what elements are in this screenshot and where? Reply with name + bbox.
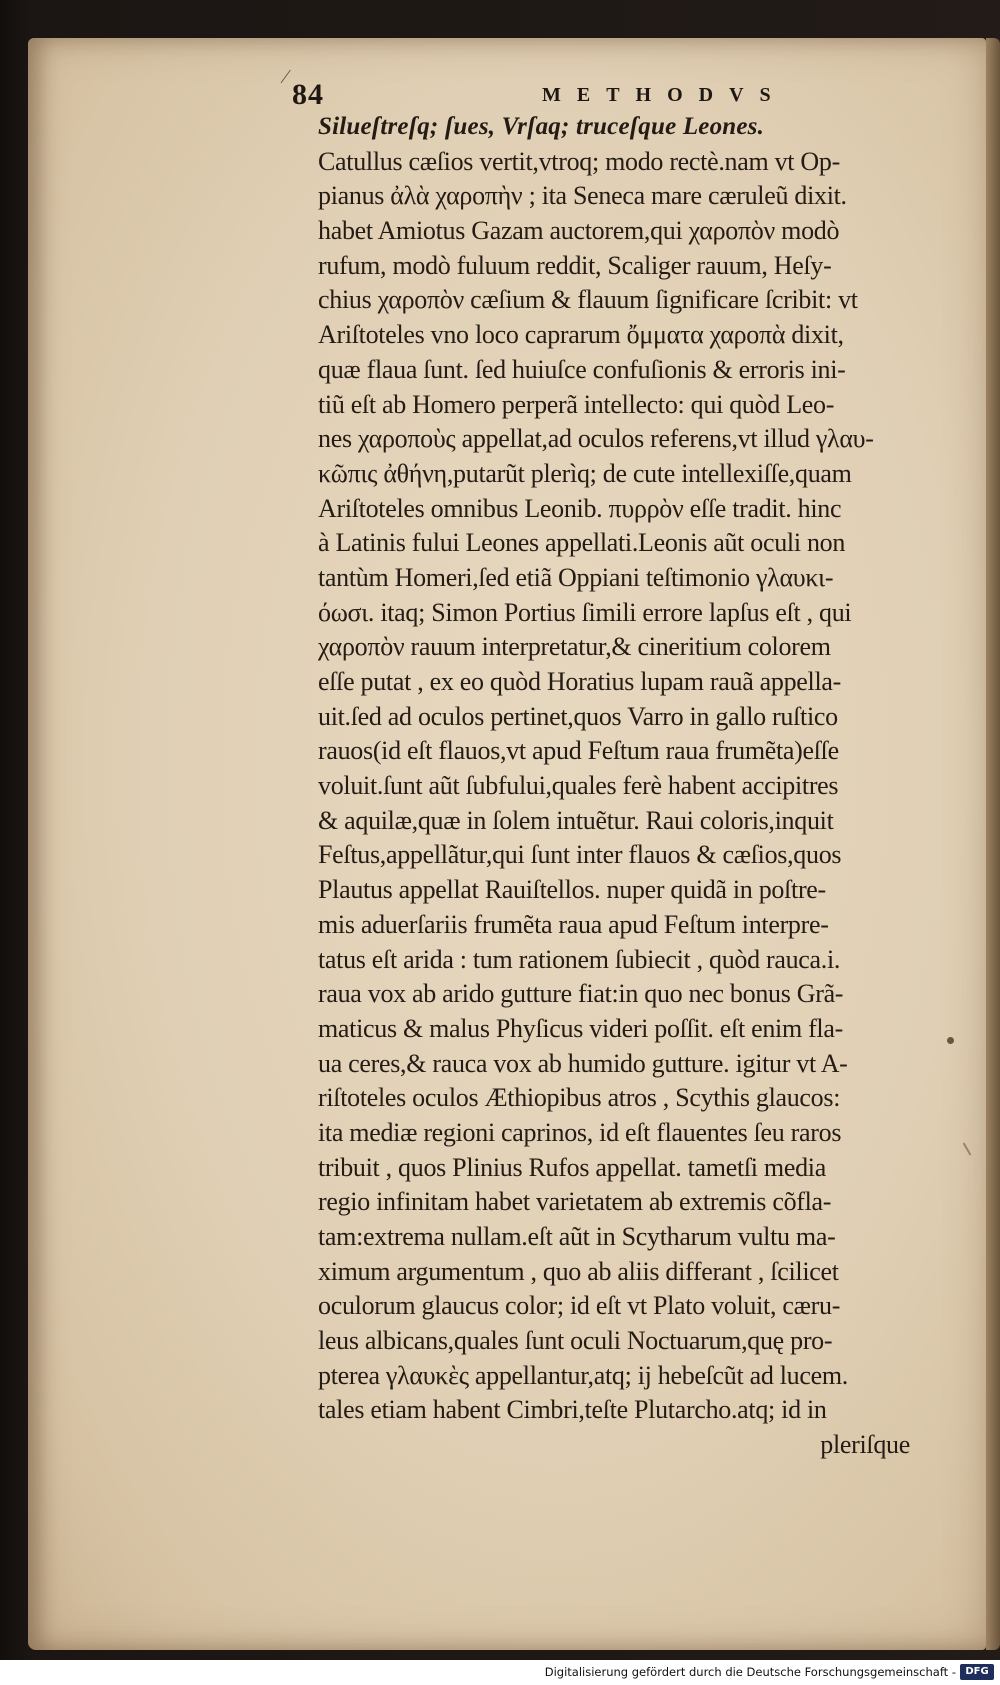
text-line: & aquilæ,quæ in ſolem intuẽtur. Raui coloris,inquit [318,805,834,835]
text-line: tam:extrema nullam.eſt aũt in Scytharum vultu ma- [318,1222,836,1251]
text-line: Silueſtreſq; ſues, Vrſaq; truceſque Leones. [318,113,765,140]
margin-ink-spot [947,1037,954,1044]
text-line: ximum argumentum , quo ab aliis differant , ſcilicet [318,1256,839,1286]
text-line: quæ flaua ſunt. ſed huiuſce confuſionis & erroris ini- [318,354,846,384]
text-line: ita mediæ regioni caprinos, id eſt flauentes ſeu raros [318,1117,842,1147]
text-line: χαροπὸν rauum interpretatur,& cineritium colorem [318,632,831,662]
text-line: nes χαροποὺς appellat,ad oculos referens,vt illud γλαυ- [318,424,874,454]
dfg-logo-icon: DFG [960,1664,994,1680]
text-line: riſtoteles oculos Æthiopibus atros , Scythis glaucos: [318,1083,841,1113]
footer-credit: Digitalisierung gefördert durch die Deutsche Forschungsgemeinschaft - [544,1665,956,1679]
text-line: à Latinis fului Leones appellati.Leonis aũt oculi non [318,528,846,558]
text-line: pianus ἀλὰ χαροπὴν ; ita Seneca mare cæruleũ dixit. [318,181,847,211]
text-line: Ariſtoteles omnibus Leonib. πυρρὸν eſſe tradit. hinc [318,493,842,523]
text-line: tatus eſt arida : tum rationem ſubiecit , quòd rauca.i. [318,944,841,974]
text-line: regio infinitam habet varietatem ab extremis cõfla- [318,1187,832,1217]
text-line: tales etiam habent Cimbri,teſte Plutarcho.atq; id in [318,1395,827,1425]
text-line: rufum, modò fuluum reddit, Scaliger rauum, Heſy- [318,250,832,280]
text-line: όωσι. itaq; Simon Portius ſimili errore lapſus eſt , qui [318,597,852,627]
text-line: Catullus cæſios vertit,vtroq; modo rectè.nam vt Op- [318,146,840,176]
text-line: tribuit , quos Plinius Rufos appellat. tametſi media [318,1152,826,1182]
text-line: Ariſtoteles vno loco caprarum ὄμματα χαροπὰ dixit, [318,320,844,350]
page-number: 84 [292,78,324,111]
text-line: pterea γλαυκὲς appellantur,atq; ij hebeſcũt ad lucem. [318,1360,848,1390]
text-line: Plautus appellat Rauiſtellos. nuper quidã in poſtre- [318,875,826,905]
text-line: habet Amiotus Gazam auctorem,qui χαροπὸν modò [318,216,840,246]
text-line: ua ceres,& rauca vox ab humido gutture. igitur vt A- [318,1048,848,1078]
body-text [318,110,918,1463]
text-line: oculorum glaucus color; id eſt vt Plato voluit, cæru- [318,1291,841,1321]
text-line: leus albicans,quales ſunt oculi Noctuarum,quę pro- [318,1326,833,1356]
page-header-title: METHODVS [542,84,787,106]
text-line: Feſtus,appellãtur,qui ſunt inter flauos & cæſios,quos [318,840,842,870]
running-head [292,78,912,114]
text-line: tantùm Homeri,ſed etiã Oppiani teſtimonio γλαυκι- [318,562,834,592]
text-line: voluit.ſunt aũt ſubfului,quales ferè habent accipitres [318,771,839,801]
text-line: rauos(id eſt flauos,vt apud Feſtum raua frumẽta)eſſe [318,736,839,766]
pencil-mark: ⁄ [284,66,288,88]
text-line: maticus & malus Phyſicus videri poſſit. eſt enim fla- [318,1013,843,1043]
text-line: raua vox ab arido gutture fiat:in quo nec bonus Grã- [318,979,844,1009]
footer-bar [0,1660,1000,1685]
text-line: eſſe putat , ex eo quòd Horatius lupam rauã appella- [318,667,841,696]
text-line: mis aduerſariis frumẽta raua apud Feſtum interpre- [318,909,829,939]
text-line: κῶπις ἀθήνη,putarũt plerìq; de cute intellexiſſe,quam [318,458,852,488]
page-edge [986,38,1000,1650]
text-line: tiũ eſt ab Homero perperã intellecto: qui quòd Leo- [318,389,835,419]
text-line: chius χαροπὸν cæſium & flauum ſignificare ſcribit: vt [318,285,858,315]
catchword: pleriſque [820,1430,910,1460]
text-line: uit.ſed ad oculos pertinet,quos Varro in gallo ruſtico [318,701,838,731]
